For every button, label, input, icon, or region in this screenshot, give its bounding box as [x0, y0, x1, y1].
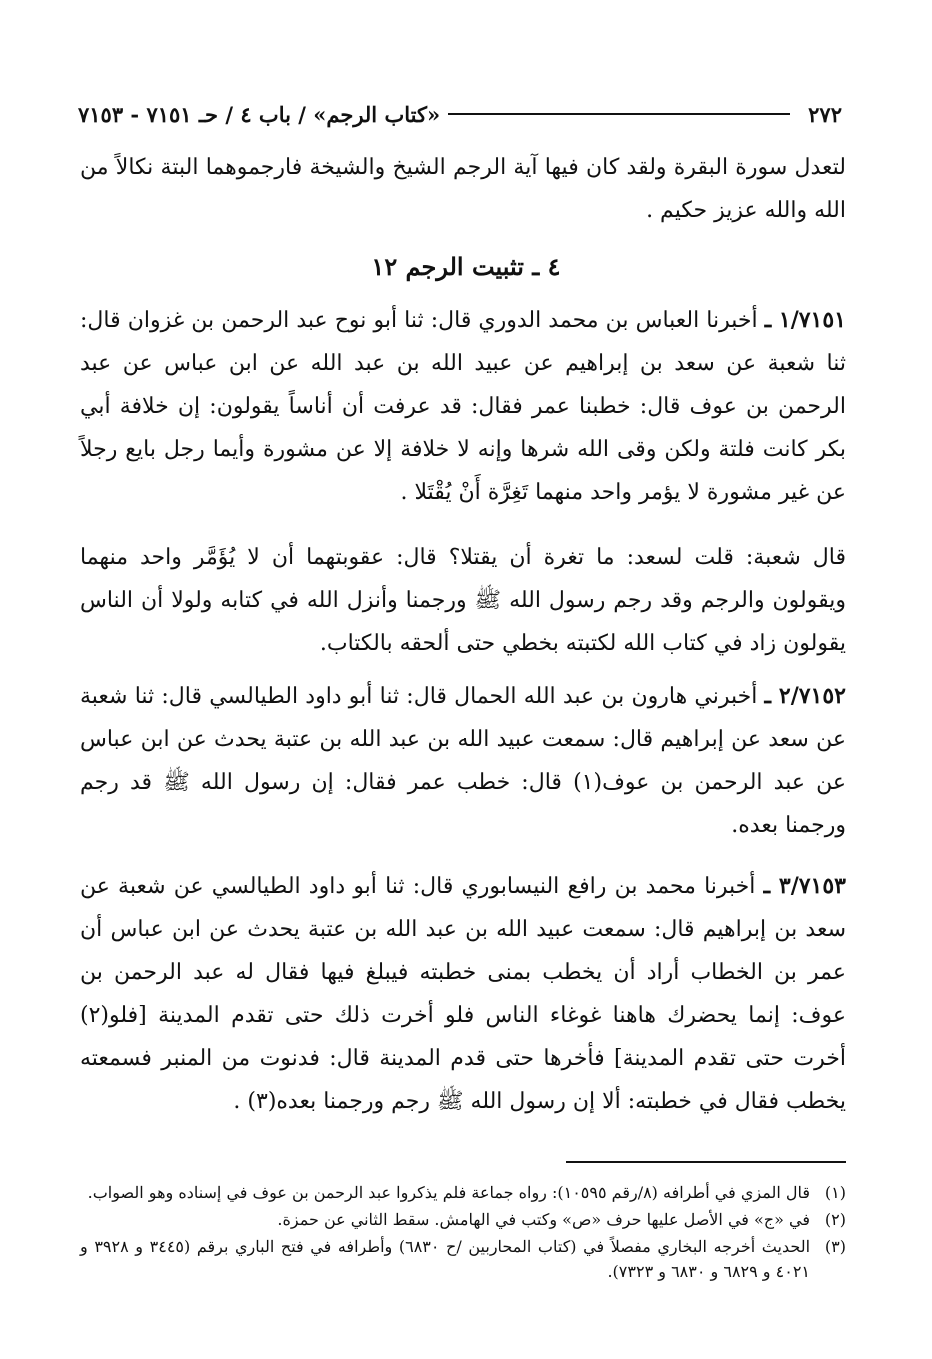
footnote-text: قال المزي في أطرافه (٨/رقم ١٠٥٩٥): رواه جماعة فلم يذكروا عبد الرحمن بن عوف في إسناده وهو الصواب. — [87, 1183, 810, 1202]
page-header — [78, 92, 842, 136]
footnote-number: (٢) — [824, 1210, 846, 1229]
hadith-paragraph — [80, 865, 846, 1123]
running-title: «كتاب الرجم» / باب ٤ / حـ ٧١٥١ - ٧١٥٣ — [78, 101, 441, 127]
hadith-text: أخبرني هارون بن عبد الله الحمال قال: ثنا أبو داود الطيالسي قال: ثنا شعبة عن سعد عن إبراهيم قال: سمعت عبيد الله بن عبد الله بن عتبة يحدث عن ابن عباس عن عبد الرحمن بن عوف(١) قال: خطب عمر فقال: إن رسول الله ﷺ قد رجم ورجمنا بعده. — [80, 684, 846, 838]
hadith-number: ٢/٧١٥٢ ـ — [764, 683, 846, 709]
footnote-divider — [566, 1161, 846, 1163]
hadith-paragraph — [80, 299, 846, 514]
hadith-text: أخبرنا العباس بن محمد الدوري قال: ثنا أبو نوح عبد الرحمن بن غزوان قال: ثنا شعبة عن سعد بن إبراهيم عن عبيد الله بن عبد الله عن ابن عباس عن عبد الرحمن بن عوف قال: خطبنا عمر فقال: قد عرفت أن أناساً يقولون: إن خلافة أبي بكر كانت فلتة ولكن وقى الله شرها وإنه لا خلافة إلا عن مشورة وأيما رجل بايع رجلاً عن غير مشورة لا يؤمر واحد منهما تَغِرَّة أَنْ يُقْتَلا . — [80, 308, 846, 505]
hadith-text: قال شعبة: قلت لسعد: ما تغرة أن يقتلا؟ قال: عقوبتهما أن لا يُؤَمَّر واحد منهما ويقولون والرجم وقد رجم رسول الله ﷺ ورجمنا وأنزل الله في كتابه ولولا أن الناس يقولون زاد في كتاب الله لكتبته بخطي حتى ألحقه بالكتاب. — [80, 545, 846, 656]
footnote-text: في «ج» في الأصل عليها حرف «ص» وكتب في الهامش. سقط الثاني عن حمزة. — [277, 1210, 810, 1229]
hadith-paragraph — [80, 536, 846, 665]
footnote-number: (٣) — [824, 1237, 846, 1256]
hadith-number: ٣/٧١٥٣ ـ — [763, 873, 846, 899]
paragraph-text: لتعدل سورة البقرة ولقد كان فيها آية الرجم الشيخ والشيخة فارجموهما البتة نكالاً من الله والله عزيز حكيم . — [80, 155, 846, 223]
footnote — [80, 1207, 846, 1232]
hadith-text: أخبرنا محمد بن رافع النيسابوري قال: ثنا أبو داود الطيالسي عن شعبة عن سعد بن إبراهيم قال: سمعت عبيد الله بن عبد الله بن عتبة يحدث عن ابن عباس أن عمر بن الخطاب أراد أن يخطب بمنى خطبته فيبلغ فيها فقال له عبد الرحمن بن عوف: إنما يحضرك هاهنا غوغاء الناس فلو أخرت ذلك حتى تقدم المدينة [فلو(٢) أخرت حتى تقدم المدينة] فأخرها حتى قدم المدينة قال: فدنوت من المنبر فسمعته يخطب فقال في خطبته: ألا إن رسول الله ﷺ رجم ورجمنا بعده(٣) . — [80, 874, 846, 1114]
hadith-number: ١/٧١٥١ ـ — [764, 307, 846, 333]
section-title: ٤ ـ تثبيت الرجم ١٢ — [371, 252, 561, 281]
footnote — [80, 1234, 846, 1284]
footnote-text: الحديث أخرجه البخاري مفصلاً في (كتاب المحاربين /ح ٦٨٣٠) وأطرافه في فتح الباري برقم (٣٤٤٥ و ٣٩٢٨ و ٤٠٢١ و ٦٨٢٩ و ٦٨٣٠ و ٧٣٢٣). — [80, 1237, 811, 1281]
footnote — [80, 1180, 846, 1205]
footnotes — [80, 1180, 846, 1286]
footnote-number: (١) — [824, 1183, 846, 1202]
header-rule — [448, 113, 790, 115]
hadith-paragraph — [80, 675, 846, 847]
continuation-paragraph — [80, 146, 846, 232]
page-number: ٢٧٢ — [808, 101, 842, 127]
